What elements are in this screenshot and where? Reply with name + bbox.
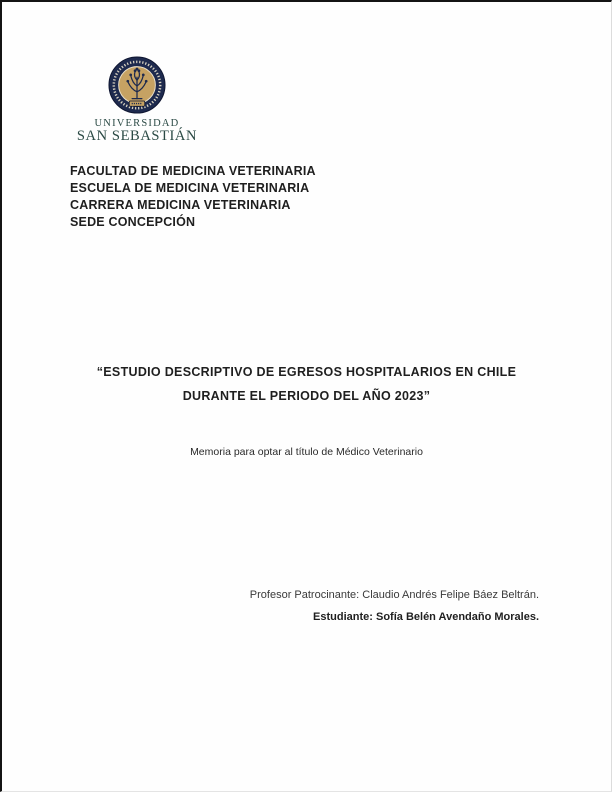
institution-school: ESCUELA DE MEDICINA VETERINARIA xyxy=(70,181,310,195)
thesis-title xyxy=(42,360,571,408)
student-line: Estudiante: Sofía Belén Avendaño Morales. xyxy=(313,611,539,623)
thesis-title-line1: “ESTUDIO DESCRIPTIVO DE EGRESOS HOSPITALARIOS EN CHILE xyxy=(96,365,517,379)
institution-faculty: FACULTAD DE MEDICINA VETERINARIA xyxy=(70,164,316,178)
university-logo xyxy=(70,56,204,143)
institution-block xyxy=(70,163,316,231)
thesis-title-line2: DURANTE EL PERIODO DEL AÑO 2023” xyxy=(182,389,431,403)
university-seal-icon xyxy=(108,56,166,116)
university-wordmark-line1: UNIVERSIDAD xyxy=(94,118,180,129)
credits-block xyxy=(250,584,539,628)
university-wordmark xyxy=(70,118,204,143)
thesis-subtitle: Memoria para optar al título de Médico Veterinario xyxy=(190,446,423,458)
institution-campus: SEDE CONCEPCIÓN xyxy=(70,215,196,229)
institution-career: CARRERA MEDICINA VETERINARIA xyxy=(70,198,291,212)
university-wordmark-line2: SAN SEBASTIÁN xyxy=(76,128,198,144)
advisor-line: Profesor Patrocinante: Claudio Andrés Felipe Báez Beltrán. xyxy=(249,589,539,601)
